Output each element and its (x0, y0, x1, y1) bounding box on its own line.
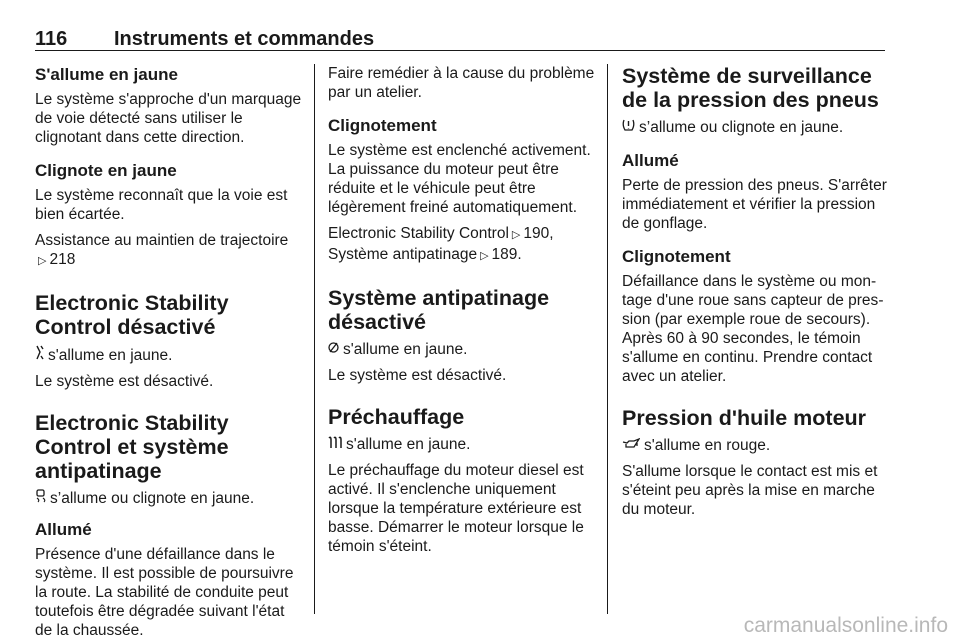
warning-line (35, 345, 303, 365)
warning-text: s’allume ou clignote en jaune. (50, 490, 255, 507)
esc-off-icon (35, 345, 44, 365)
traction-off-icon (328, 340, 339, 359)
tire-pressure-icon (622, 118, 635, 137)
cross-reference-text: Electronic Stability Control (328, 225, 509, 242)
heading-tc-off: Système antipatinage désactivé (328, 286, 550, 334)
paragraph: Perte de pression des pneus. S'arrêter immédiatement et vérifier la pression de gonflage. (622, 177, 887, 232)
warning-line (622, 436, 890, 455)
column-divider (607, 64, 608, 614)
column-divider (314, 64, 315, 614)
heading-blink: Clignotement (328, 116, 437, 135)
heading-amber-on: S'allume en jaune (35, 65, 178, 84)
warning-line (622, 118, 890, 137)
warning-line (35, 489, 303, 508)
warning-text: s'allume en jaune. (343, 341, 468, 358)
heading-blink: Clignotement (622, 247, 731, 266)
paragraph: Le préchauffage du moteur diesel est activé. Il s'enclenche uniquement lorsque la température extérieure est basse. Démarrer le moteur lorsque le témoin s'éteint. (328, 462, 584, 555)
paragraph: Défaillance dans le système ou montage d'une roue sans capteur de pression (par exemple roue de secours). Après 60 à 90 secondes, le témoin s'allume en continu. Prendre contact avec un atelier. (622, 273, 884, 385)
warning-text: s'allume en jaune. (48, 347, 173, 364)
heading-oil-pressure: Pression d'huile moteur (622, 406, 867, 430)
heading-on: Allumé (622, 151, 679, 170)
paragraph: S'allume lorsque le contact est mis et s'éteint peu après la mise en marche du moteur. (622, 463, 878, 518)
heading-esc-tc: Electronic Stability Control et système antipatinage (35, 411, 229, 483)
warning-text: s’allume ou clignote en jaune. (639, 119, 844, 136)
page-header (35, 28, 885, 51)
chapter-title: Instruments et commandes (114, 28, 375, 50)
paragraph: Faire remédier à la cause du problème par un atelier. (328, 65, 595, 101)
paragraph: Le système est désactivé. (35, 373, 214, 390)
paragraph: Le système s'approche d'un marquage de voie détecté sans utiliser le clignotant dans cette direction. (35, 91, 302, 146)
cross-reference (328, 224, 596, 266)
paragraph: Le système est enclenché activement. La puissance du moteur peut être réduite et le véhicule peut être légèrement freiné automatiquement. (328, 142, 591, 216)
watermark: carmanualsonline.info (743, 614, 948, 637)
heading-on: Allumé (35, 520, 92, 539)
glow-plug-icon (328, 435, 342, 454)
column-3 (622, 64, 890, 519)
column-2 (328, 64, 596, 556)
reference-arrow-icon: ▷ (38, 255, 47, 267)
reference-arrow-icon: ▷ (480, 250, 489, 262)
page-reference[interactable]: 190, (523, 225, 554, 242)
skid-car-icon (35, 489, 46, 508)
cross-reference (35, 231, 303, 271)
paragraph: Le système est désactivé. (328, 367, 507, 384)
page-reference[interactable]: 189. (491, 246, 522, 263)
heading-amber-blink: Clignote en jaune (35, 161, 177, 180)
page-number: 116 (35, 28, 68, 50)
oil-can-icon (622, 436, 640, 455)
heading-esc-off: Electronic Stability Control désactivé (35, 291, 229, 339)
paragraph: Le système reconnaît que la voie est bien écartée. (35, 187, 288, 223)
page-reference[interactable]: 218 (49, 251, 76, 268)
paragraph: Présence d'une défaillance dans le système. Il est possible de poursuivre la route. La stabilité de conduite peut toutefois être dégradée suivant l'état de la chaussée. (35, 546, 294, 639)
cross-reference-text: Assistance au maintien de trajectoire (35, 232, 289, 249)
warning-text: s'allume en jaune. (346, 436, 471, 453)
warning-line (328, 435, 596, 454)
warning-text: s'allume en rouge. (644, 437, 771, 454)
heading-tpms: Système de surveillance de la pression des pneus (622, 64, 879, 112)
reference-arrow-icon: ▷ (511, 229, 521, 241)
column-1 (35, 64, 303, 640)
warning-line (328, 340, 596, 359)
heading-preheat: Préchauffage (328, 405, 465, 429)
cross-reference-text: Système antipatinage (328, 246, 478, 263)
